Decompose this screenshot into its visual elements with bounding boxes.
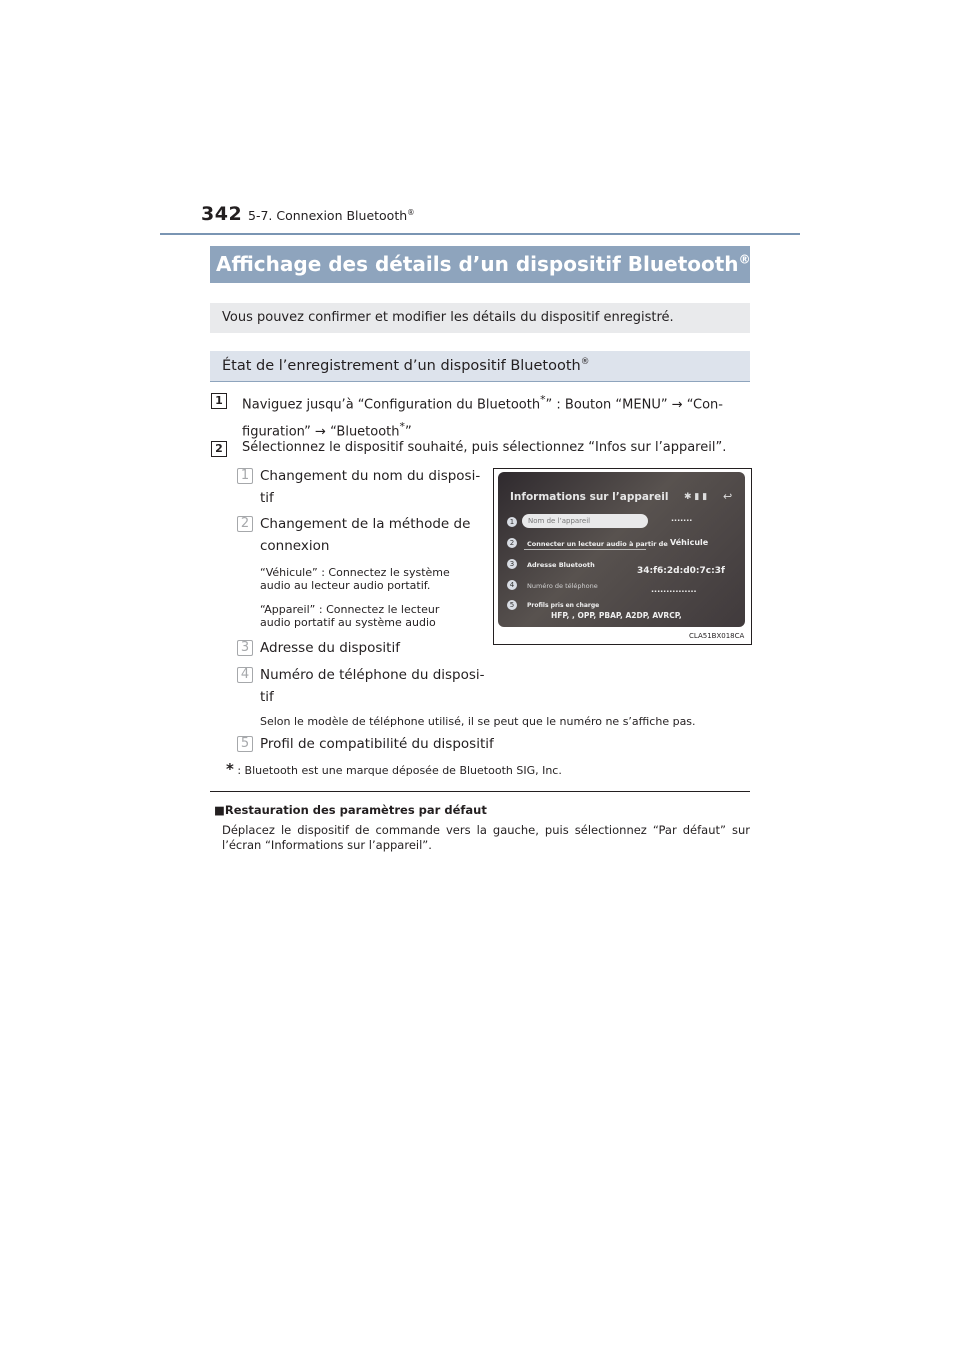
screen-title: Informations sur l’appareil	[510, 491, 669, 503]
screen-row-4-number: 4	[507, 580, 517, 590]
row-2-underline	[524, 549, 646, 550]
item-4-marker: 4	[237, 667, 253, 683]
item-3-text: Adresse du dispositif	[260, 640, 400, 656]
phone-number-label: Numéro de téléphone	[527, 582, 598, 590]
item-2-note-b: “Appareil” : Connectez le lecteur audio portatif au système audio	[260, 603, 440, 629]
item-4-text: Numéro de téléphone du disposi- tif	[260, 667, 485, 705]
item-2-marker: 2	[237, 516, 253, 532]
item-3-marker: 3	[237, 640, 253, 656]
connection-method-value[interactable]: Véhicule	[670, 538, 709, 547]
section-divider	[210, 791, 750, 792]
device-name-value: ·······	[671, 516, 693, 525]
footnote: * : Bluetooth est une marque déposée de Bluetooth SIG, Inc.	[226, 760, 562, 778]
step-1-text: Naviguez jusqu’à “Configuration du Bluetooth*” : Bouton “MENU” → “Con- figuration” → “Bluetooth*”	[242, 393, 723, 440]
device-name-placeholder: Nom de l’appareil	[528, 517, 591, 525]
screen-row-3-number: 3	[507, 559, 517, 569]
profiles-label: Profils pris en charge	[527, 602, 600, 609]
back-icon: ↩	[723, 490, 733, 503]
item-2-note: “Véhicule” : Connectez le système audio au lecteur audio portatif.	[260, 566, 450, 592]
bluetooth-address-label: Adresse Bluetooth	[527, 561, 595, 569]
header-rule	[160, 233, 800, 235]
section-body: Déplacez le dispositif de commande vers la gauche, puis sélectionnez “Par défaut” sur l’écran “Informations sur l’appareil”.	[222, 823, 750, 852]
item-5-text: Profil de compatibilité du dispositif	[260, 736, 494, 752]
figure-code: CLA51BX018CA	[689, 632, 745, 640]
page-title: Affichage des détails d’un dispositif Bluetooth®	[216, 252, 751, 276]
item-1-marker: 1	[237, 468, 253, 484]
bluetooth-status-icon: ✱ ▮ ▮	[684, 492, 708, 502]
item-1-text: Changement du nom du disposi- tif	[260, 468, 481, 506]
item-4-note: Selon le modèle de téléphone utilisé, il se peut que le numéro ne s’affiche pas.	[260, 715, 696, 728]
screen-row-2-number: 2	[507, 538, 517, 548]
item-5-marker: 5	[237, 736, 253, 752]
screen-row-1-number: 1	[507, 517, 517, 527]
step-1-marker: 1	[211, 393, 227, 409]
screen-row-5-number: 5	[507, 600, 517, 610]
item-2-text: Changement de la méthode de connexion	[260, 516, 471, 554]
chapter-title: 5-7. Connexion Bluetooth®	[248, 208, 415, 224]
profiles-value: HFP, , OPP, PBAP, A2DP, AVRCP,	[551, 611, 682, 620]
step-2-text: Sélectionnez le dispositif souhaité, puis sélectionnez “Infos sur l’appareil”.	[242, 440, 727, 455]
page-number: 342	[201, 203, 243, 225]
section-subtitle: État de l’enregistrement d’un dispositif Bluetooth®	[222, 357, 590, 374]
intro-text: Vous pouvez confirmer et modifier les détails du dispositif enregistré.	[222, 310, 674, 325]
section-heading: ■Restauration des paramètres par défaut	[214, 803, 487, 817]
phone-number-value: ···············	[651, 587, 697, 596]
connection-method-label: Connecter un lecteur audio à partir de	[527, 540, 668, 548]
bluetooth-address-value: 34:f6:2d:d0:7c:3f	[637, 566, 725, 576]
step-2-marker: 2	[211, 441, 227, 457]
